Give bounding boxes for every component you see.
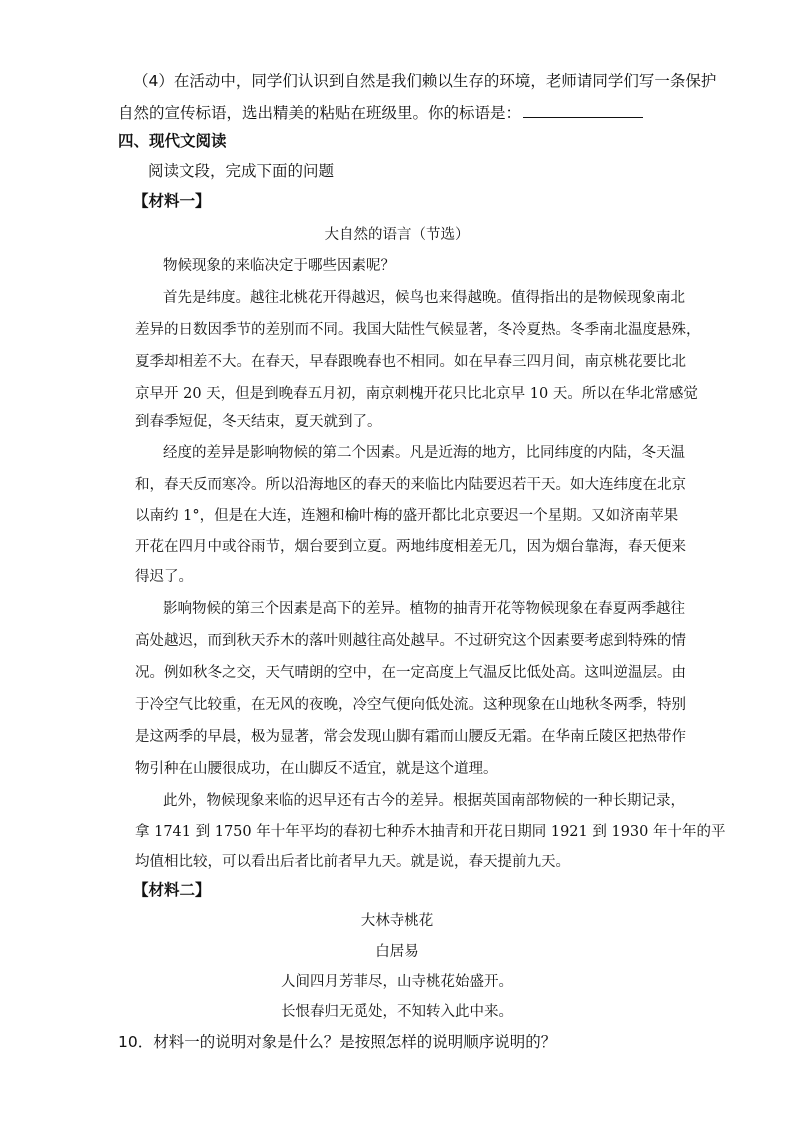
paragraph-line: 影响物候的第三个因素是高下的差异。植物的抽青开花等物候现象在春夏两季越往 xyxy=(163,601,685,617)
section-heading: 四、现代文阅读 xyxy=(118,132,227,150)
paragraph-line: 物候现象的来临决定于哪些因素呢？ xyxy=(163,258,395,274)
material-2-label: 【材料二】 xyxy=(133,881,211,899)
poem-verse-1: 人间四月芳菲尽，山寺桃花始盛开。 xyxy=(281,974,513,990)
q4-line-2-text: 自然的宣传标语，选出精美的粘贴在班级里。你的标语是： xyxy=(118,104,522,122)
poem-verse-2: 长恨春归无觅处，不知转入此中来。 xyxy=(281,1004,513,1020)
paragraph-line: 得迟了。 xyxy=(135,569,193,585)
paragraph-line: 夏季却相差不大。在春天，早春跟晚春也不相同。如在早春三四月间，南京桃花要比北 xyxy=(135,354,686,370)
paragraph-line: 开花在四月中或谷雨节，烟台要到立夏。两地纬度相差无几，因为烟台靠海，春天便来 xyxy=(135,539,686,555)
paragraph-line: 此外，物候现象来临的迟早还有古今的差异。根据英国南部物候的一种长期记录， xyxy=(163,793,685,809)
paragraph-line: 拿 1741 到 1750 年十年平均的春初七种乔木抽青和开花日期同 1921 到 1930 年十年的平 xyxy=(135,824,726,840)
paragraph-line: 是这两季的早晨，极为显著，常会发现山脚有霜而山腰反无霜。在华南丘陵区把热带作 xyxy=(135,729,686,745)
paragraph-line: 京早开 20 天，但是到晚春五月初，南京刺槐开花只比北京早 10 天。所以在华北常感觉 xyxy=(135,386,698,402)
q4-line-2 xyxy=(118,101,643,123)
paragraph-line: 和，春天反而寒冷。所以沿海地区的春天的来临比内陆要迟若干天。如大连纬度在北京 xyxy=(135,477,686,493)
reading-instruction: 阅读文段，完成下面的问题 xyxy=(148,162,335,180)
paragraph-line: 差异的日数因季节的差别而不同。我国大陆性气候显著，冬冷夏热。冬季南北温度悬殊， xyxy=(135,322,701,338)
material-1-title: 大自然的语言（节选） xyxy=(324,227,470,243)
poem-title: 大林寺桃花 xyxy=(360,913,434,929)
paragraph-line: 于冷空气比较重，在无风的夜晚，冷空气便向低处流。这种现象在山地秋冬两季，特别 xyxy=(135,697,686,713)
question-10: 10．材料一的说明对象是什么？是按照怎样的说明顺序说明的？ xyxy=(118,1033,557,1051)
paragraph-line: 物引种在山腰很成功，在山脚反不适宜，就是这个道理。 xyxy=(135,761,498,777)
paragraph-line: 均值相比较，可以看出后者比前者早九天。就是说，春天提前九天。 xyxy=(135,854,570,870)
q4-line-1: （4）在活动中，同学们认识到自然是我们赖以生存的环境，老师请同学们写一条保护 xyxy=(133,72,717,90)
poem-author: 白居易 xyxy=(375,944,419,960)
paragraph-line: 况。例如秋冬之交，天气晴朗的空中，在一定高度上气温反比低处高。这叫逆温层。由 xyxy=(135,665,686,681)
paragraph-line: 到春季短促，冬天结束，夏天就到了。 xyxy=(135,414,382,430)
answer-blank[interactable] xyxy=(523,101,643,118)
paragraph-line: 高处越迟，而到秋天乔木的落叶则越往高处越早。不过研究这个因素要考虑到特殊的情 xyxy=(135,633,686,649)
paragraph-line: 以南约 1°，但是在大连，连翘和榆叶梅的盛开都比北京要迟一个星期。又如济南苹果 xyxy=(135,508,679,524)
paragraph-line: 经度的差异是影响物候的第二个因素。凡是近海的地方，比同纬度的内陆，冬天温 xyxy=(163,445,685,461)
material-1-label: 【材料一】 xyxy=(133,192,211,210)
paragraph-line: 首先是纬度。越往北桃花开得越迟，候鸟也来得越晚。值得指出的是物候现象南北 xyxy=(163,290,685,306)
